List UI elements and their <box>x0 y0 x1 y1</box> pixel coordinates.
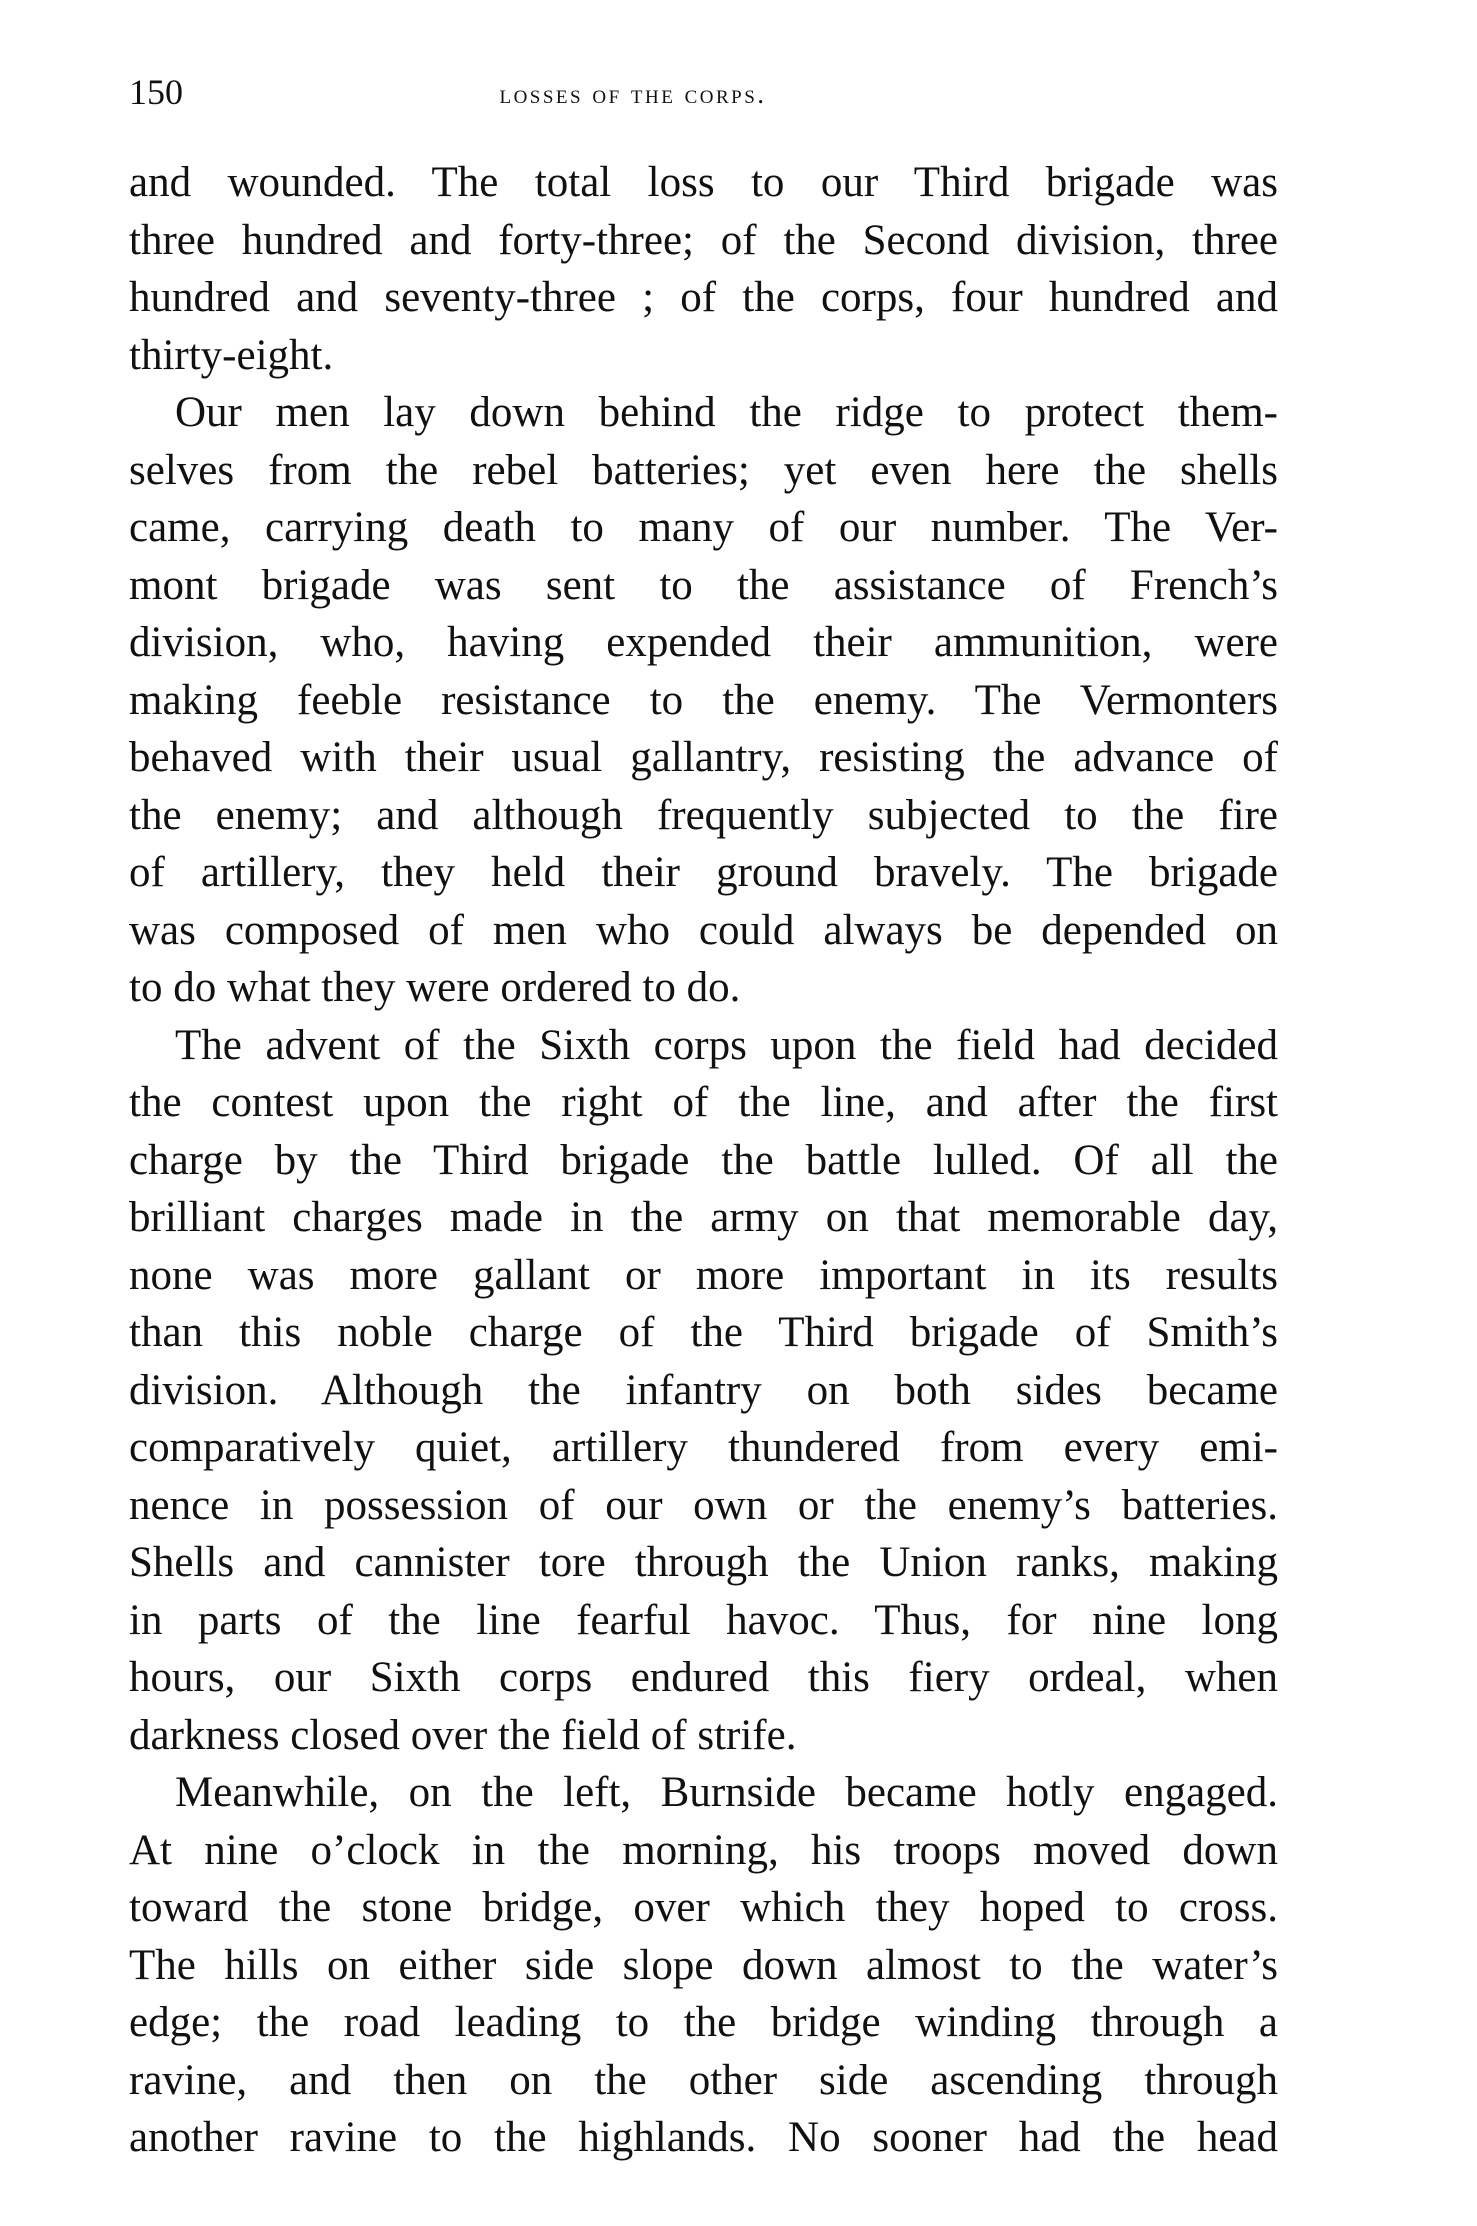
text-line: comparatively quiet, artillery thundered from every emi- <box>129 1424 1278 1471</box>
paragraph <box>129 1764 1278 2167</box>
text-line: mont brigade was sent to the assistance of French’s <box>129 561 1278 609</box>
page-header <box>129 70 1278 114</box>
text-line: three hundred and forty-three; of the Second division, three <box>129 216 1278 264</box>
text-line: to do what they were ordered to do. <box>129 964 741 1011</box>
text-line: was composed of men who could always be depended on <box>129 906 1278 954</box>
text-line: nence in possession of our own or the enemy’s batteries. <box>129 1481 1278 1529</box>
text-line: division. Although the infantry on both sides became <box>129 1366 1278 1414</box>
text-line: division, who, having expended their ammunition, were <box>129 619 1278 666</box>
text-line: darkness closed over the field of strife. <box>129 1711 797 1759</box>
text-line: ravine, and then on the other side ascending through <box>129 2056 1278 2104</box>
text-line: in parts of the line fearful havoc. Thus, for nine long <box>129 1596 1278 1644</box>
text-line: than this noble charge of the Third brigade of Smith’s <box>129 1309 1278 1356</box>
text-line: selves from the rebel batteries; yet even here the shells <box>129 446 1278 494</box>
text-line: Shells and cannister tore through the Union ranks, making <box>129 1539 1278 1586</box>
text-line: thirty-eight. <box>129 331 334 379</box>
page-number: 150 <box>129 72 183 112</box>
text-line: The hills on either side slope down almost to the water’s <box>129 1941 1278 1989</box>
text-line: The advent of the Sixth corps upon the field had decided <box>175 1021 1278 1069</box>
text-line: making feeble resistance to the enemy. The Vermonters <box>129 676 1278 724</box>
text-line: toward the stone bridge, over which they hoped to cross. <box>129 1884 1278 1931</box>
text-line: At nine o’clock in the morning, his troops moved down <box>129 1826 1278 1874</box>
text-line: charge by the Third brigade the battle lulled. Of all the <box>129 1136 1278 1184</box>
text-line: brilliant charges made in the army on that memorable day, <box>129 1194 1278 1241</box>
running-head: losses of the corps. <box>499 79 767 109</box>
text-line: edge; the road leading to the bridge winding through a <box>129 1999 1278 2046</box>
text-line: came, carrying death to many of our number. The Ver- <box>129 504 1278 551</box>
text-line: behaved with their usual gallantry, resisting the advance of <box>129 734 1278 781</box>
text-line: of artillery, they held their ground bravely. The brigade <box>129 849 1278 896</box>
text-line: the contest upon the right of the line, and after the first <box>129 1079 1278 1126</box>
text-line: hundred and seventy-three ; of the corps, four hundred and <box>129 274 1278 321</box>
page-body <box>129 154 1278 2167</box>
text-line: the enemy; and although frequently subjected to the fire <box>129 791 1278 839</box>
paragraph <box>129 1017 1278 1765</box>
text-line: Meanwhile, on the left, Burnside became hotly engaged. <box>175 1769 1278 1816</box>
text-line: and wounded. The total loss to our Third brigade was <box>129 159 1278 206</box>
paragraph <box>129 154 1278 384</box>
text-line: another ravine to the highlands. No sooner had the head <box>129 2114 1278 2161</box>
text-line: hours, our Sixth corps endured this fiery ordeal, when <box>129 1654 1278 1701</box>
paragraph <box>129 384 1278 1017</box>
text-line: Our men lay down behind the ridge to protect them- <box>175 389 1278 436</box>
text-line: none was more gallant or more important in its results <box>129 1251 1278 1299</box>
